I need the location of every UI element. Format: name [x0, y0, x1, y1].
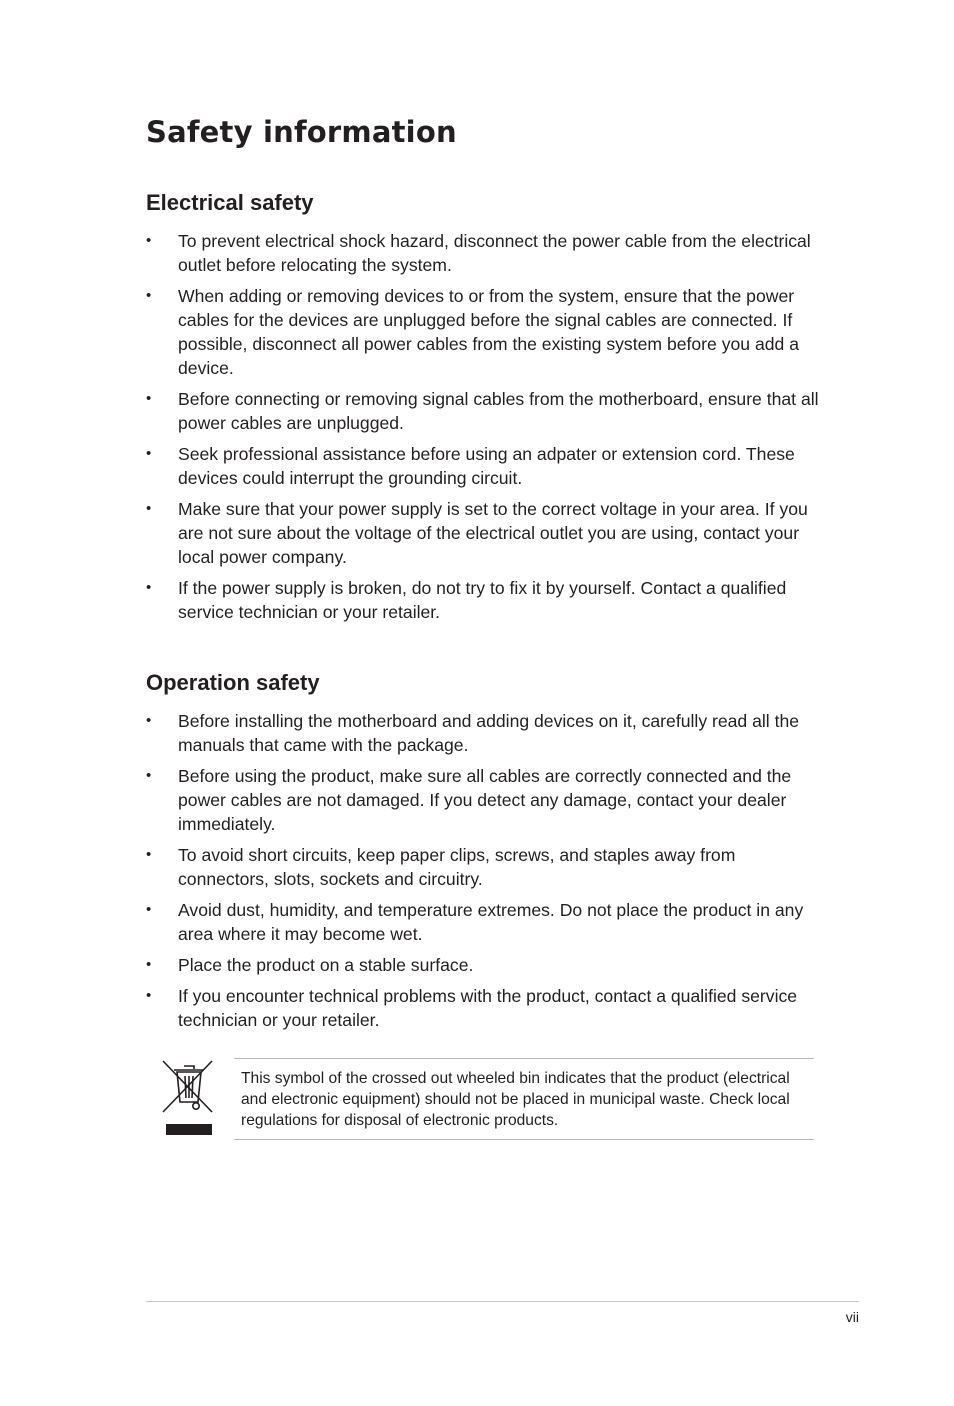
- notice-box: [234, 1058, 814, 1140]
- bullet-icon: •: [146, 287, 152, 304]
- list-item: [146, 387, 826, 435]
- list-item: [146, 576, 826, 624]
- bullet-icon: •: [146, 579, 152, 596]
- electrical-safety-heading: Electrical safety: [146, 190, 314, 215]
- operation-safety-heading: Operation safety: [146, 670, 320, 695]
- list-item-text: Avoid dust, humidity, and temperature extremes. Do not place the product in any area where it may become wet.: [178, 900, 804, 944]
- list-item-text: To prevent electrical shock hazard, disconnect the power cable from the electrical outlet before relocating the system.: [178, 231, 811, 275]
- list-item-text: When adding or removing devices to or from the system, ensure that the power cables for the devices are unplugged before the signal cables are connected. If possible, disconnect all power cables from the existing system before you add a device.: [178, 286, 799, 378]
- list-item-text: To avoid short circuits, keep paper clips, screws, and staples away from connectors, slots, sockets and circuitry.: [178, 845, 736, 889]
- list-item-text: Before using the product, make sure all cables are correctly connected and the power cables are not damaged. If you detect any damage, contact your dealer immediately.: [178, 766, 792, 834]
- list-item: [146, 984, 826, 1032]
- list-item-text: Seek professional assistance before using an adpater or extension cord. These devices could interrupt the grounding circuit.: [178, 444, 795, 488]
- page-number: vii: [845, 1309, 859, 1325]
- list-item-text: Before installing the motherboard and adding devices on it, carefully read all the manuals that came with the package.: [178, 711, 800, 755]
- list-item: [146, 898, 826, 946]
- bullet-icon: •: [146, 767, 152, 784]
- list-item: [146, 442, 826, 490]
- bullet-icon: •: [146, 390, 152, 407]
- list-item-text: If you encounter technical problems with the product, contact a qualified service technician or your retailer.: [178, 986, 798, 1030]
- list-item: [146, 709, 826, 757]
- weee-notice: [160, 1058, 816, 1142]
- electrical-safety-list: [146, 229, 826, 631]
- operation-safety-list: [146, 709, 826, 1039]
- bullet-icon: •: [146, 232, 152, 249]
- bullet-icon: •: [146, 445, 152, 462]
- notice-text: This symbol of the crossed out wheeled bin indicates that the product (electrical and electronic equipment) should not be placed in municipal waste. Check local regulations for disposal of electronic products.: [241, 1070, 790, 1129]
- footer-divider: [146, 1301, 859, 1302]
- list-item-text: If the power supply is broken, do not try to fix it by yourself. Contact a qualified service technician or your retailer.: [178, 578, 787, 622]
- list-item: [146, 497, 826, 569]
- list-item: [146, 284, 826, 380]
- list-item: [146, 843, 826, 891]
- list-item-text: Place the product on a stable surface.: [178, 955, 474, 975]
- list-item: [146, 764, 826, 836]
- page-title: Safety information: [146, 115, 457, 149]
- list-item-text: Before connecting or removing signal cables from the motherboard, ensure that all power cables are unplugged.: [178, 389, 819, 433]
- bullet-icon: •: [146, 956, 152, 973]
- crossed-out-wheeled-bin-icon: [160, 1058, 218, 1138]
- list-item: [146, 953, 826, 977]
- list-item-text: Make sure that your power supply is set to the correct voltage in your area. If you are not sure about the voltage of the electrical outlet you are using, contact your local power company.: [178, 499, 808, 567]
- bullet-icon: •: [146, 712, 152, 729]
- list-item: [146, 229, 826, 277]
- bullet-icon: •: [146, 500, 152, 517]
- bullet-icon: •: [146, 901, 152, 918]
- bullet-icon: •: [146, 846, 152, 863]
- bullet-icon: •: [146, 987, 152, 1004]
